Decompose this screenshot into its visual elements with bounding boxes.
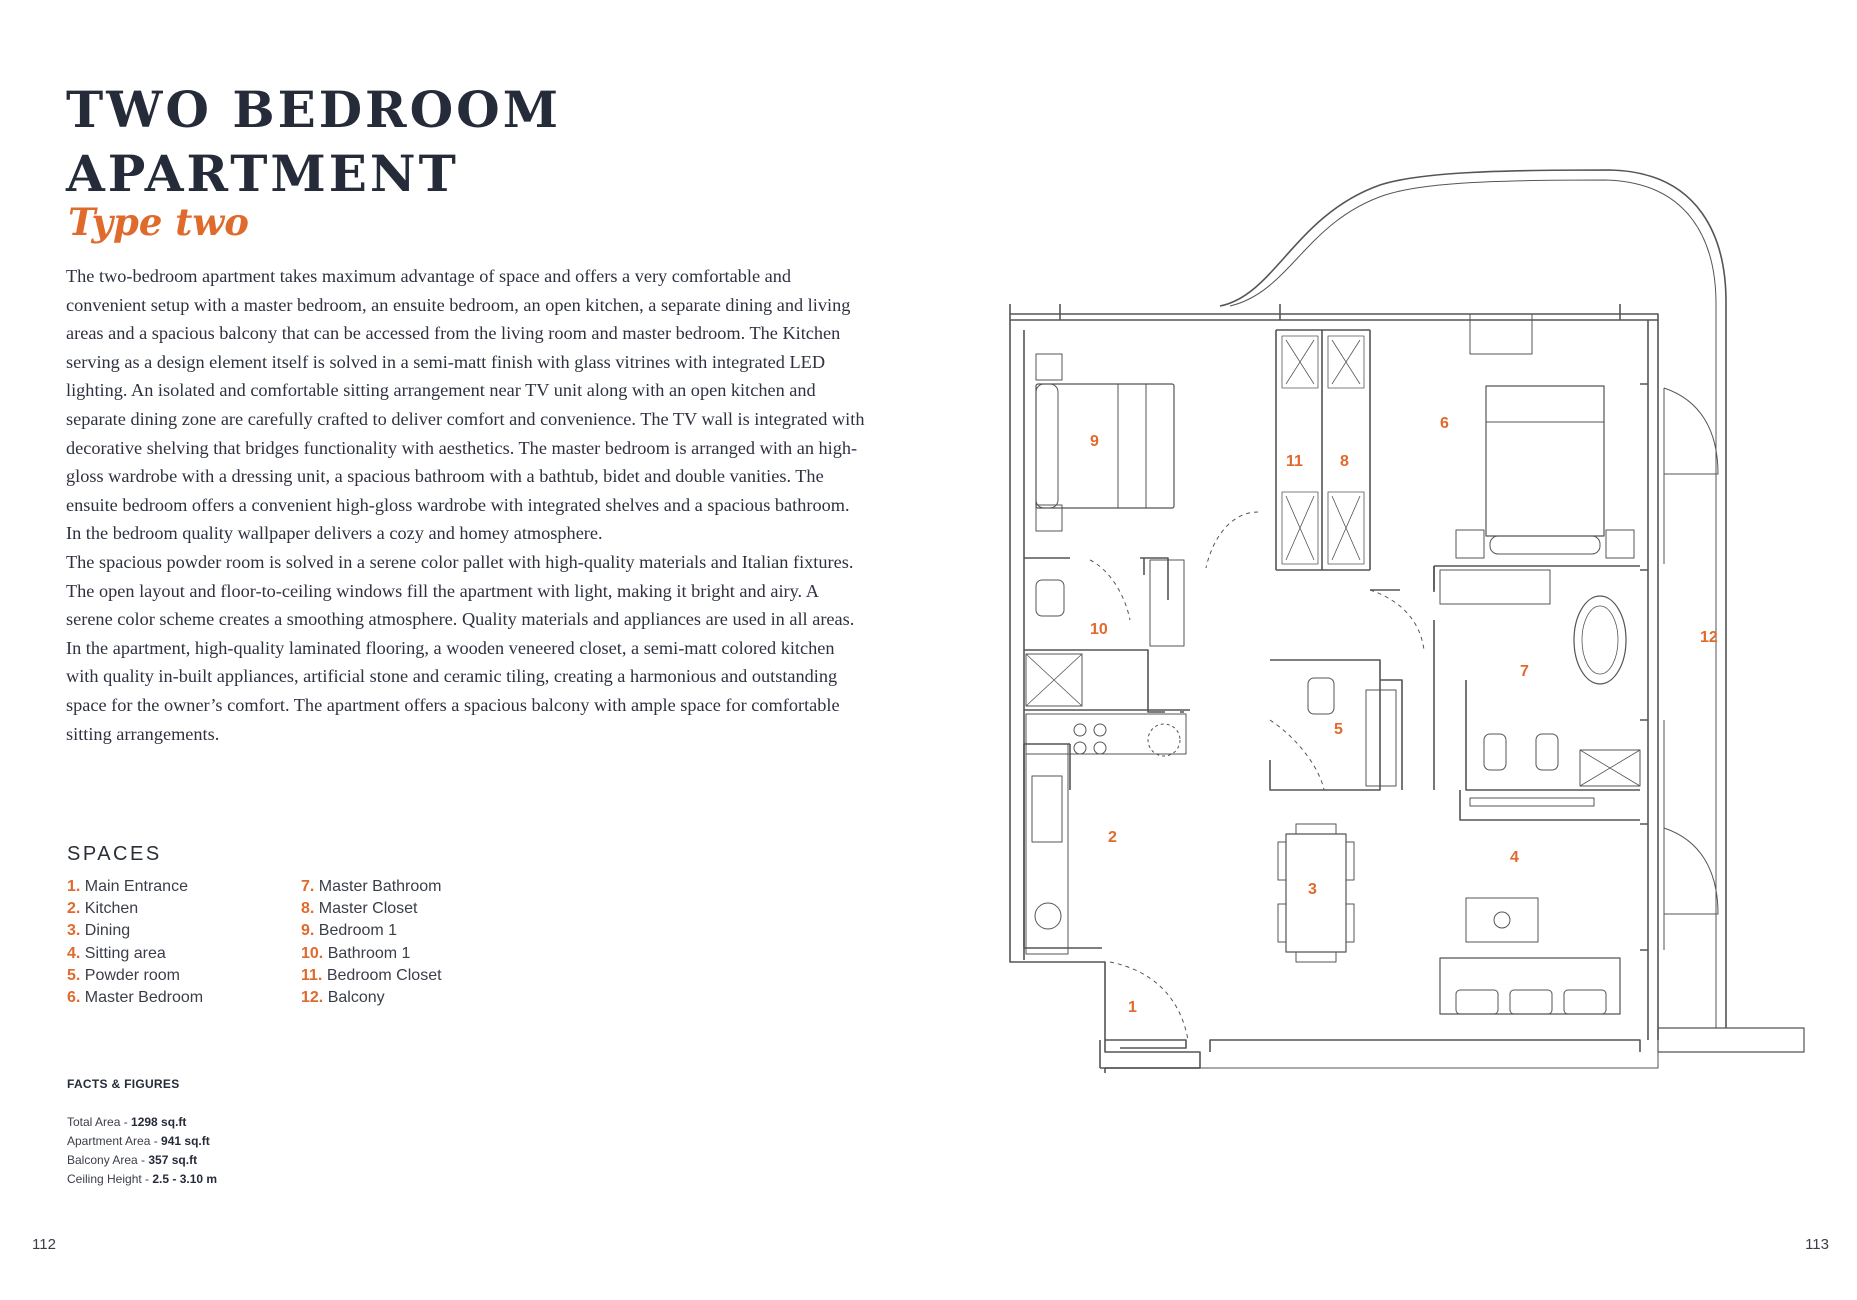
wall-bottom bbox=[1200, 1052, 1658, 1068]
bed bbox=[1486, 386, 1604, 422]
room-label-6: 6 bbox=[1440, 415, 1449, 432]
nightstand bbox=[1606, 530, 1634, 558]
space-item: 8. Master Closet bbox=[301, 900, 418, 918]
tv-console bbox=[1470, 798, 1594, 806]
room-label-8: 8 bbox=[1340, 453, 1349, 470]
room-label-5: 5 bbox=[1334, 721, 1343, 738]
facts-heading: FACTS & FIGURES bbox=[67, 1077, 180, 1091]
space-item: 4. Sitting area bbox=[67, 944, 166, 962]
page-number-left: 112 bbox=[32, 1236, 56, 1253]
fact-item: Total Area - 1298 sq.ft bbox=[67, 1115, 187, 1129]
wall-outer bbox=[1010, 314, 1658, 320]
fact-item: Balcony Area - 357 sq.ft bbox=[67, 1153, 198, 1167]
nightstand bbox=[1456, 530, 1484, 558]
vanity bbox=[1440, 570, 1550, 604]
room-label-2: 2 bbox=[1108, 829, 1117, 846]
door-swing bbox=[1664, 828, 1718, 914]
description-paragraph-1: The two-bedroom apartment takes maximum advantage of space and offers a very comfortable and convenient setup with a master bedroom, an ensuite bedroom, an open kitchen, a separate dining and living areas and a spacious balcony that can be accessed from the living room and master bedroom. The Kitchen serving as a design element itself is solved in a semi-matt finish with glass vitrines with integrated LED lighting. An isolated and comfortable sitting arrangement near TV unit along with an open kitchen and separate dining zone are carefully crafted to deliver comfort and convenience. The TV wall is integrated with decorative shelving that bridges functionality with aesthetics. The master bedroom is arranged with an high-gloss wardrobe with a dressing unit, a spacious bathroom with a bathtub, bidet and double vanities. The ensuite bedroom offers a convenient high-gloss wardrobe with integrated shelves and a spacious bathroom. In the bedroom quality wallpaper delivers a cozy and homey atmosphere. bbox=[66, 266, 865, 544]
room-label-3: 3 bbox=[1308, 881, 1317, 898]
bed bbox=[1486, 386, 1604, 536]
space-item: 6. Master Bedroom bbox=[67, 989, 204, 1007]
wall-right bbox=[1648, 320, 1658, 1040]
room-label-9: 9 bbox=[1090, 433, 1099, 450]
coffee-table bbox=[1466, 898, 1538, 942]
room-label-12: 12 bbox=[1700, 629, 1718, 646]
toilet bbox=[1484, 734, 1506, 770]
space-item: 3. Dining bbox=[67, 922, 131, 940]
fact-item: Ceiling Height - 2.5 - 3.10 m bbox=[67, 1172, 218, 1186]
wall-right bbox=[1640, 384, 1648, 950]
door-swing bbox=[1110, 962, 1188, 1040]
wall-bottom bbox=[1100, 1040, 1200, 1068]
partition bbox=[1276, 330, 1370, 570]
wall-inner bbox=[1024, 330, 1186, 1048]
title-line-1: TWO BEDROOM bbox=[66, 80, 562, 139]
room-label-7: 7 bbox=[1520, 663, 1529, 680]
bed bbox=[1118, 384, 1146, 508]
partition bbox=[1140, 558, 1168, 600]
wall-outer bbox=[1010, 320, 1640, 1073]
spaces-heading: SPACES bbox=[67, 843, 162, 865]
page-number-right: 113 bbox=[1805, 1236, 1829, 1253]
bed bbox=[1490, 536, 1600, 554]
sink bbox=[1032, 776, 1062, 842]
door-swing bbox=[1370, 590, 1424, 650]
door-swing bbox=[1664, 388, 1718, 474]
toilet bbox=[1036, 580, 1064, 616]
space-item: 10. Bathroom 1 bbox=[301, 944, 411, 962]
page-subtitle: Type two bbox=[68, 200, 249, 244]
vanity bbox=[1366, 690, 1396, 786]
title-line-2: APARTMENT bbox=[66, 144, 459, 203]
door-swing bbox=[1090, 560, 1130, 620]
door-swing bbox=[1270, 720, 1324, 790]
wall-outer bbox=[1010, 304, 1620, 320]
space-item: 12. Balcony bbox=[301, 989, 385, 1007]
space-item: 1. Main Entrance bbox=[67, 878, 188, 895]
bidet bbox=[1536, 734, 1558, 770]
room-label-4: 4 bbox=[1510, 849, 1519, 866]
balcony-railing bbox=[1658, 1028, 1804, 1052]
vanity bbox=[1150, 560, 1184, 646]
space-item: 2. Kitchen bbox=[67, 900, 139, 918]
bed bbox=[1036, 384, 1174, 508]
room-label-1: 1 bbox=[1128, 999, 1137, 1016]
sofa bbox=[1440, 958, 1620, 1014]
fact-item: Apartment Area - 941 sq.ft bbox=[67, 1134, 210, 1148]
nightstand bbox=[1036, 354, 1062, 380]
washer bbox=[1035, 903, 1061, 929]
description-paragraph-2: The spacious powder room is solved in a serene color pallet with high-quality materials and Italian fixtures. The open layout and floor-to-ceiling windows fill the apartment with light, making it bright and airy. A serene color scheme creates a smoothing atmosphere. Quality materials and appliances are used in all areas. In the apartment, high-quality laminated flooring, a wooden veneered closet, a semi-matt colored kitchen with quality in-built appliances, artificial stone and ceramic tiling, creating a harmonious and outstanding space for the owner’s comfort. The apartment offers a spacious balcony with ample space for comfortable sitting arrangements. bbox=[66, 551, 855, 744]
partition bbox=[1270, 660, 1380, 790]
room-label-11: 11 bbox=[1286, 453, 1303, 470]
balcony-outline bbox=[1220, 170, 1726, 1028]
space-item: 5. Powder room bbox=[67, 966, 180, 984]
room-label-10: 10 bbox=[1090, 621, 1108, 638]
bed bbox=[1036, 384, 1058, 508]
door-swing bbox=[1206, 512, 1258, 568]
space-item: 9. Bedroom 1 bbox=[301, 922, 398, 940]
space-item: 7. Master Bathroom bbox=[301, 878, 442, 895]
nightstand bbox=[1036, 505, 1062, 531]
toilet bbox=[1308, 678, 1334, 714]
partition bbox=[1460, 790, 1640, 820]
partition bbox=[1024, 710, 1190, 790]
space-item: 11. Bedroom Closet bbox=[301, 966, 442, 984]
